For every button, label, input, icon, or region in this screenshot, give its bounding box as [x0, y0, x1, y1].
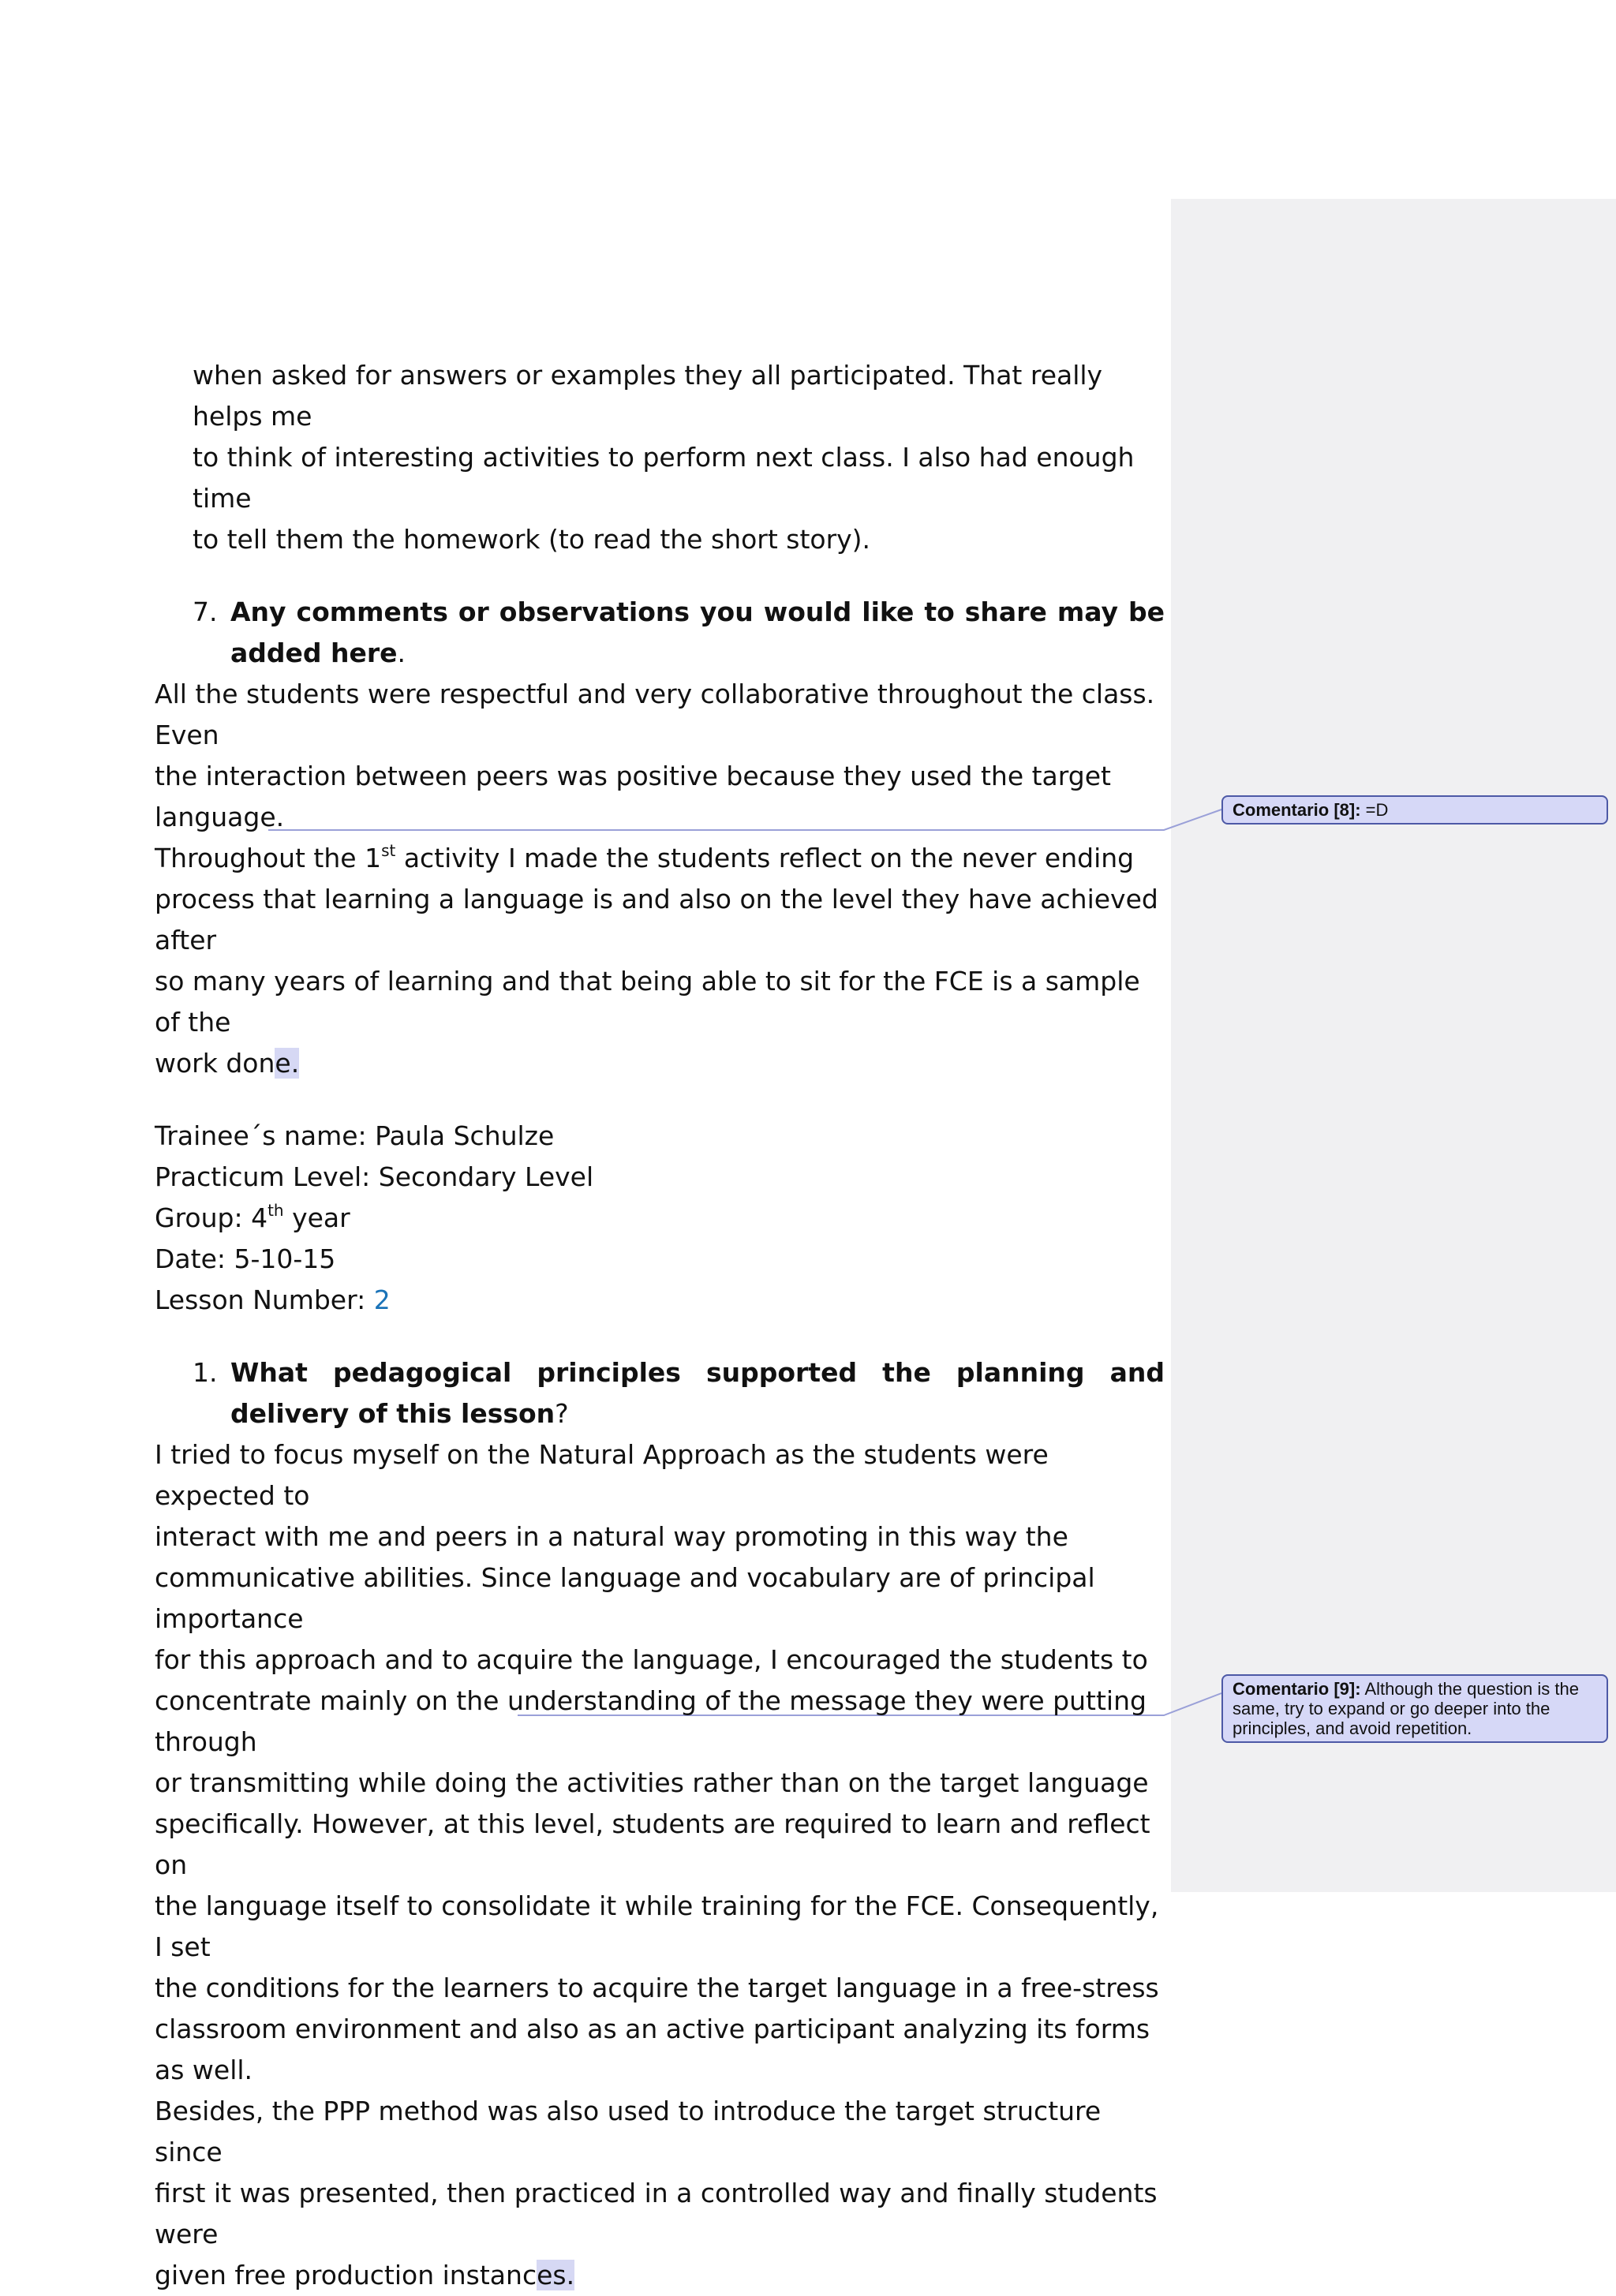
question-7-number: 7. — [193, 596, 218, 627]
answer-1-line: for this approach and to acquire the language, I encouraged the students to — [155, 1644, 1148, 1675]
answer-1-line: first it was presented, then practiced in a controlled way and finally students were — [155, 2178, 1158, 2249]
question-7 — [155, 592, 1165, 674]
lesson-number-value: 2 — [373, 1284, 391, 1315]
answer-7-line: so many years of learning and that being able to sit for the FCE is a sample of the — [155, 966, 1140, 1038]
answer-1-line: communicative abilities. Since language and vocabulary are of principal importance — [155, 1562, 1095, 1634]
continuation-line-1: when asked for answers or examples they all participated. That really helps me — [193, 360, 1103, 432]
answer-7-line: process that learning a language is and also on the level they have achieved after — [155, 884, 1158, 955]
answer-7-line: the interaction between peers was positive because they used the target language. — [155, 761, 1111, 832]
lesson-date: Date: 5-10-15 — [155, 1243, 336, 1274]
answer-1-line: concentrate mainly on the understanding of the message they were putting through — [155, 1685, 1147, 1757]
comment-9-balloon[interactable] — [1221, 1674, 1608, 1743]
lesson-number: Lesson Number: 2 — [155, 1284, 391, 1315]
document-body — [155, 355, 1165, 2296]
answer-1-line: the language itself to consolidate it while training for the FCE. Consequently, I set — [155, 1890, 1159, 1962]
comment-8-balloon[interactable] — [1221, 795, 1608, 825]
answer-1-line: interact with me and peers in a natural way promoting in this way the — [155, 1521, 1068, 1552]
answer-1-line: given free production instances. — [155, 2260, 575, 2290]
comment-8-label: Comentario [8]: — [1233, 800, 1361, 820]
question-1-number: 1. — [193, 1357, 218, 1388]
question-1 — [155, 1352, 1165, 1434]
answer-1-line: classroom environment and also as an active participant analyzing its forms as well. — [155, 2014, 1150, 2085]
answer-7-paragraph — [155, 674, 1165, 1084]
comment-9-label: Comentario [9]: — [1233, 1679, 1361, 1699]
answer-1-line: specifically. However, at this level, students are required to learn and reflect on — [155, 1808, 1150, 1880]
comment-8-anchor[interactable]: e. — [275, 1048, 300, 1079]
answer-7-line: All the students were respectful and very collaborative throughout the class. Even — [155, 679, 1155, 750]
trainee-name: Trainee´s name: Paula Schulze — [155, 1120, 555, 1151]
answer-1-line: or transmitting while doing the activities rather than on the target language — [155, 1767, 1149, 1798]
comment-9-anchor[interactable]: es. — [537, 2260, 575, 2290]
answer-1-line: Besides, the PPP method was also used to introduce the target structure since — [155, 2096, 1102, 2167]
lesson-info-block — [155, 1116, 1165, 1321]
answer-1-paragraph — [155, 1434, 1165, 2296]
practicum-level: Practicum Level: Secondary Level — [155, 1161, 594, 1192]
group-info: Group: 4th year — [155, 1201, 350, 1233]
answer-1-line: the conditions for the learners to acquire the target language in a free-stress — [155, 1973, 1159, 2003]
continuation-paragraph — [155, 355, 1165, 560]
comment-9-text: Although the question is the same, try to expand or go deeper into the principles, and avoid repetition. — [1233, 1679, 1579, 1738]
answer-1-line: I tried to focus myself on the Natural Approach as the students were expected to — [155, 1439, 1049, 1511]
continuation-line-3: to tell them the homework (to read the short story). — [193, 524, 871, 555]
comment-8-text: =D — [1360, 800, 1389, 820]
answer-7-line: work done. — [155, 1048, 300, 1079]
question-1-title: What pedagogical principles supported the planning and delivery of this lesson? — [230, 1357, 1165, 1429]
answer-7-line: Throughout the 1st activity I made the students reflect on the never ending — [155, 841, 1135, 873]
continuation-line-2: to think of interesting activities to perform next class. I also had enough time — [193, 442, 1135, 514]
question-7-title: Any comments or observations you would like to share may be added here. — [230, 596, 1165, 668]
